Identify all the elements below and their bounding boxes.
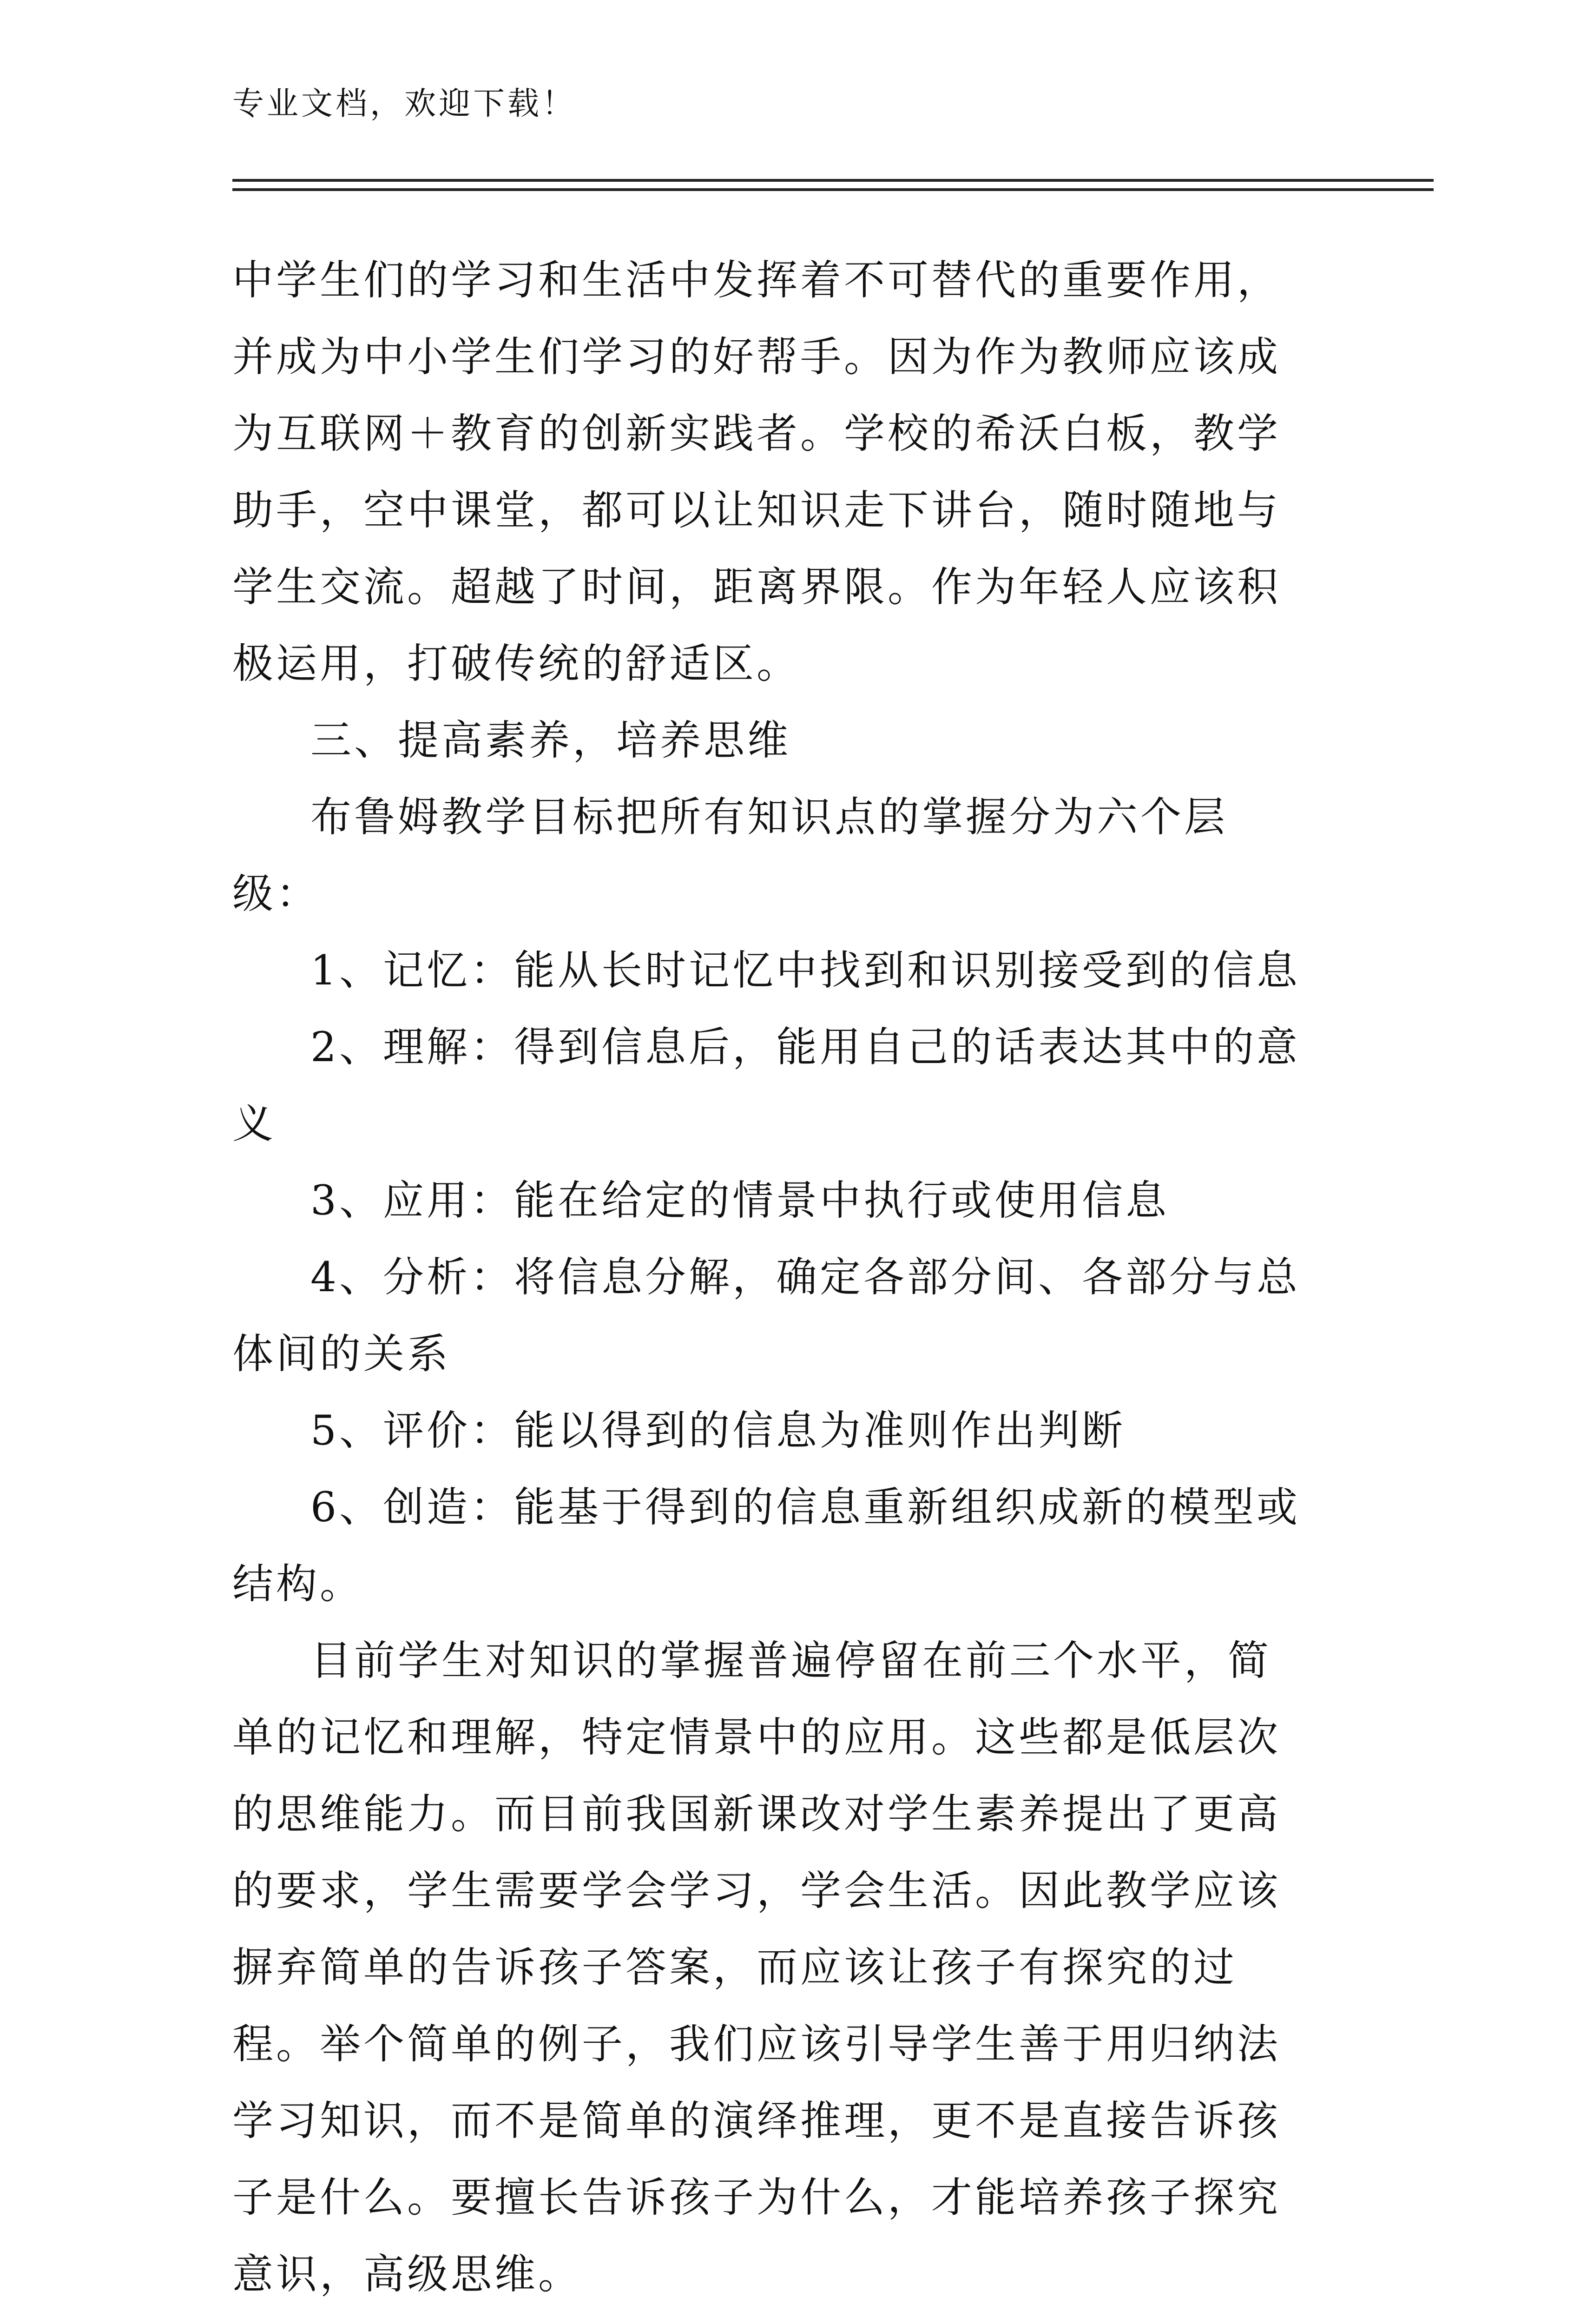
- list-item-1: 1、记忆：能从长时记忆中找到和识别接受到的信息: [310, 946, 1300, 994]
- paragraph-continuation: 中学生们的学习和生活中发挥着不可替代的重要作用，并成为中小学生们学习的好帮手。因为作为教师应该成为互联网＋教育的创新实践者。学校的希沃白板，教学助手，空中课堂，都可以让知识走下讲台，随时随地与学生交流。超越了时间，距离界限。作为年轻人应该积极运用，打破传统的舒适区。: [232, 256, 1281, 687]
- section-heading-3: 三、提高素养，培养思维: [310, 716, 791, 764]
- header-rule-bottom: [232, 188, 1434, 191]
- list-item-4: 4、分析：将信息分解，确定各部分间、各部分与总体间的关系: [232, 1253, 1300, 1378]
- document-body: [232, 242, 1310, 2324]
- list-item-5: 5、评价：能以得到的信息为准则作出判断: [310, 1406, 1126, 1454]
- paragraph-intro: 布鲁姆教学目标把所有知识点的掌握分为六个层级：: [232, 793, 1228, 918]
- section-heading-4: [232, 2312, 1310, 2324]
- list-item-6: 6、创造：能基于得到的信息重新组织成新的模型或结构。: [232, 1483, 1300, 1608]
- paragraph-discussion: 目前学生对知识的掌握普遍停留在前三个水平，简单的记忆和理解，特定情景中的应用。这些都是低层次的思维能力。而目前我国新课改对学生素养提出了更高的要求，学生需要学会学习，学会生活。因此教学应该摒弃简单的告诉孩子答案，而应该让孩子有探究的过程。举个简单的例子，我们应该引导学生善于用归纳法学习知识，而不是简单的演绎推理，更不是直接告诉孩子是什么。要擅长告诉孩子为什么，才能培养孩子探究意识，高级思维。: [232, 1637, 1281, 2298]
- list-item-3: 3、应用：能在给定的情景中执行或使用信息: [310, 1176, 1169, 1224]
- header-rule-top: [232, 179, 1434, 182]
- page-header: 专业文档，欢迎下载！: [232, 86, 577, 122]
- list-item-2: 2、理解：得到信息后，能用自己的话表达其中的意义: [232, 1023, 1300, 1148]
